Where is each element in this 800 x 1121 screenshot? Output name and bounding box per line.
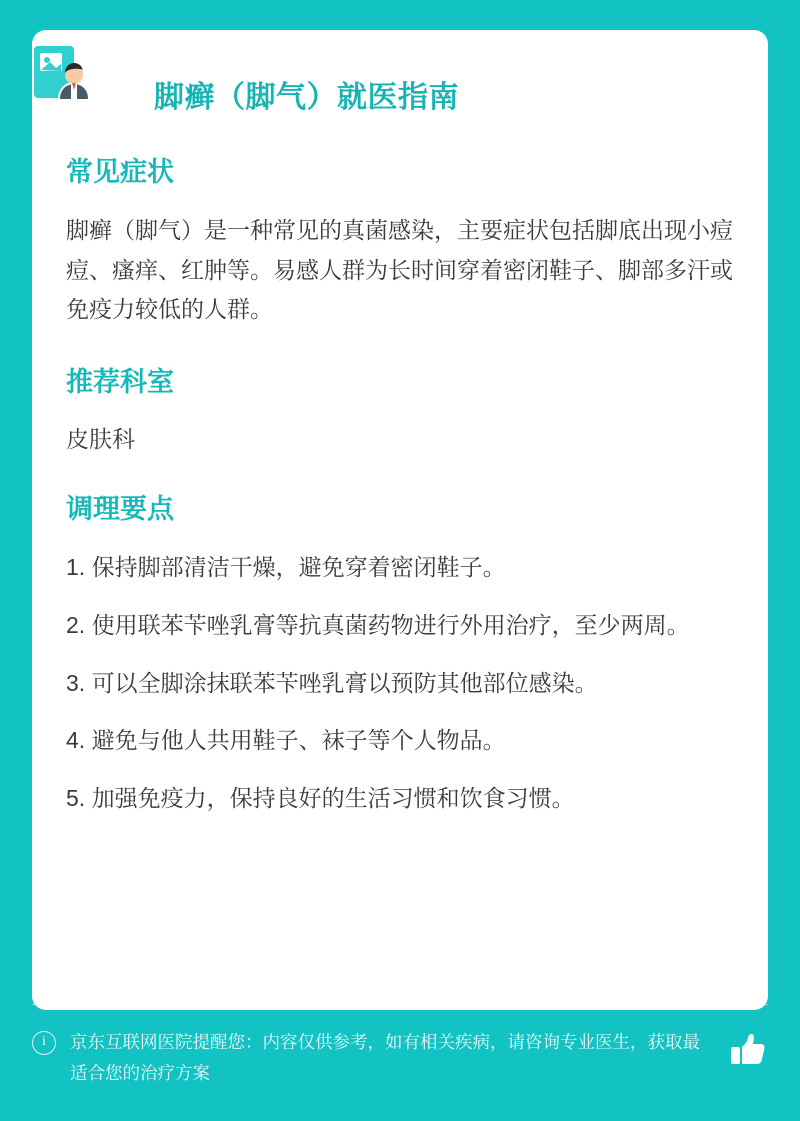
- care-list: [62, 548, 738, 818]
- footer: [32, 1005, 768, 1115]
- list-item: 4. 避免与他人共用鞋子、袜子等个人物品。: [66, 727, 506, 754]
- list-item: 3. 可以全脚涂抹联苯苄唑乳膏以预防其他部位感染。: [66, 669, 598, 696]
- department-text: 皮肤科: [66, 425, 135, 452]
- section-heading-care: 调理要点: [66, 494, 174, 525]
- thumbs-up-icon[interactable]: [728, 1029, 768, 1069]
- list-item: 1. 保持脚部清洁干燥，避免穿着密闭鞋子。: [66, 554, 506, 581]
- info-circle-icon: i: [32, 1031, 56, 1055]
- section-heading-symptoms: 常见症状: [66, 157, 174, 187]
- guide-card: [32, 30, 768, 1010]
- list-item: 2. 使用联苯苄唑乳膏等抗真菌药物进行外用治疗，至少两周。: [66, 611, 690, 638]
- section-heading-department: 推荐科室: [66, 366, 174, 397]
- page-title: 脚癣（脚气）就医指南: [154, 81, 459, 114]
- symptoms-text: 脚癣（脚气）是一种常见的真菌感染，主要症状包括脚底出现小痘痘、瘙痒、红肿等。易感人群为长时间穿着密闭鞋子、脚部多汗或免疫力较低的人群。: [66, 217, 733, 323]
- document-photo-icon: [28, 42, 94, 108]
- disclaimer-text: 京东互联网医院提醒您：内容仅供参考，如有相关疾病，请咨询专业医生，获取最适合您的治疗方案: [70, 1032, 700, 1083]
- list-item: 5. 加强免疫力，保持良好的生活习惯和饮食习惯。: [66, 784, 575, 811]
